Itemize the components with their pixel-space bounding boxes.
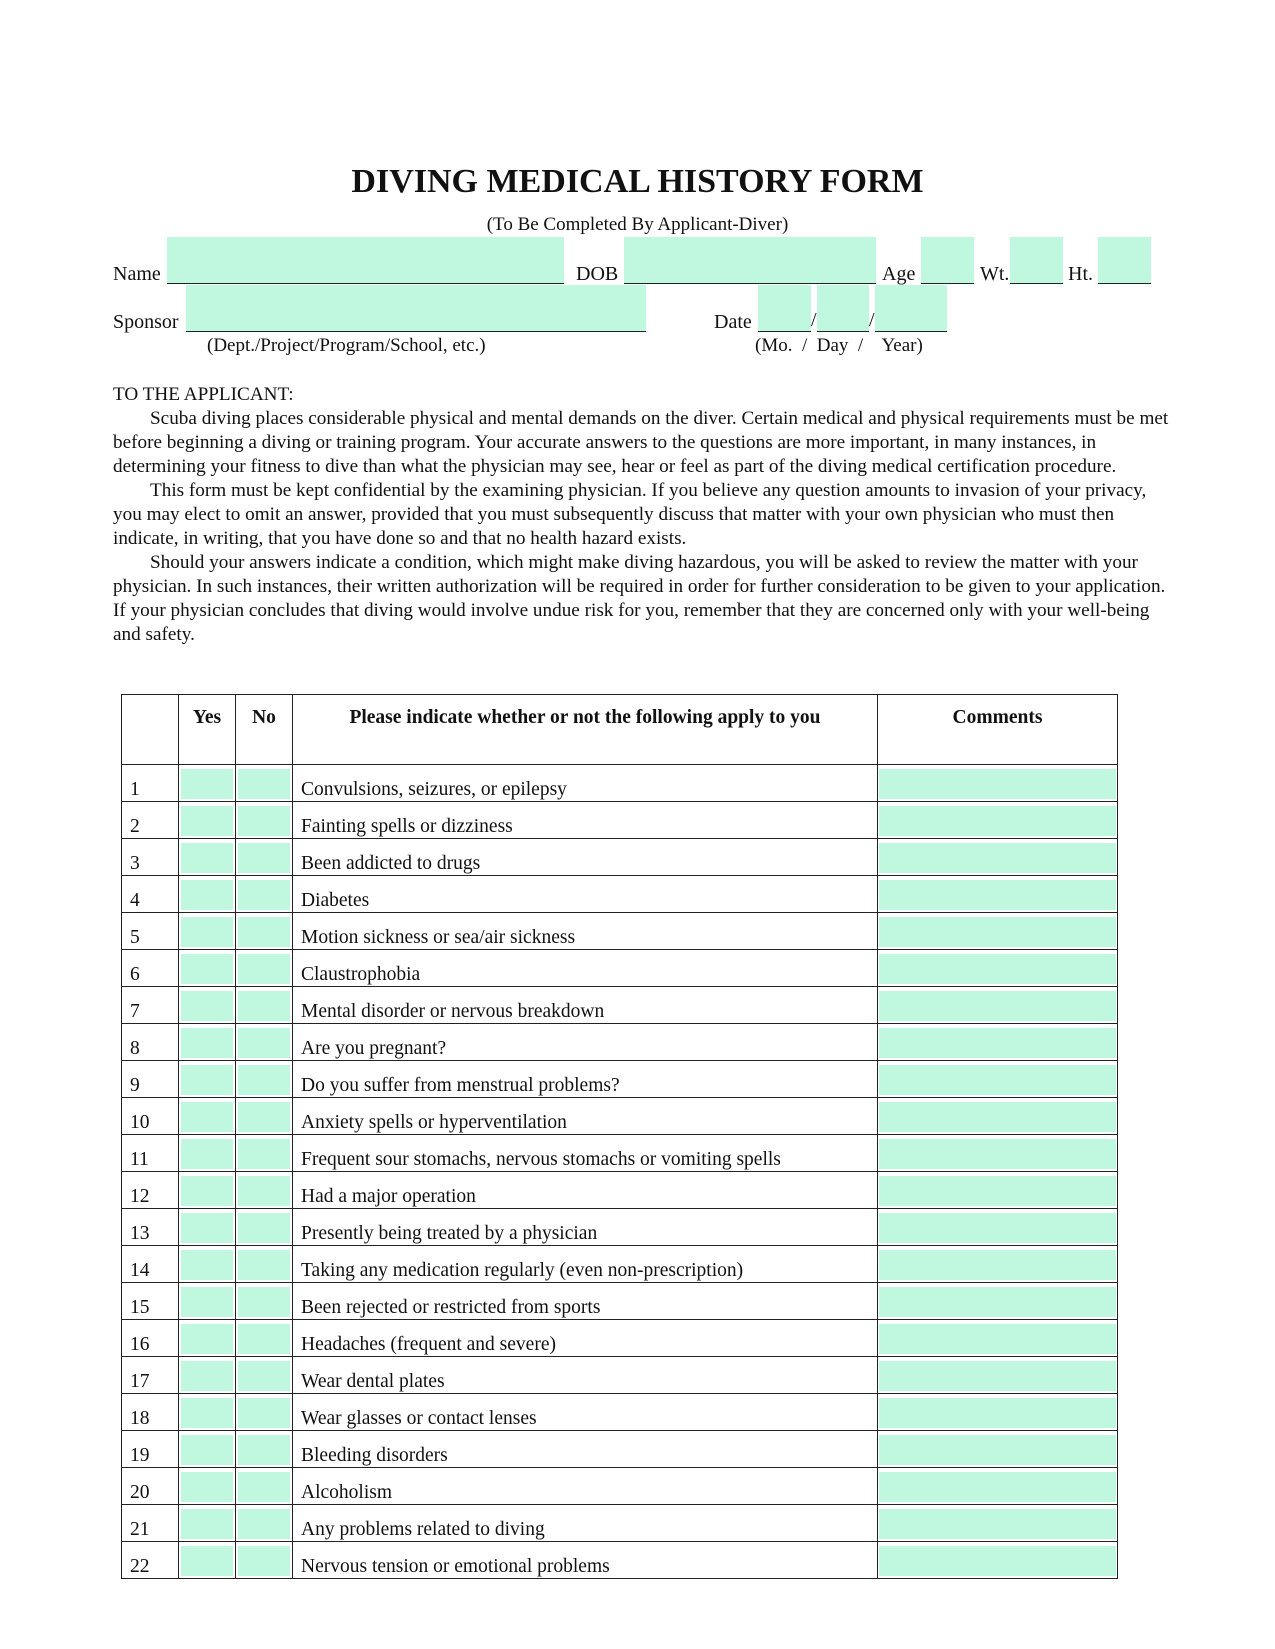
question-text: Wear dental plates: [293, 1357, 878, 1394]
ht-label: Ht.: [1068, 263, 1093, 285]
sponsor-label: Sponsor: [113, 311, 179, 333]
question-text: Convulsions, seizures, or epilepsy: [293, 765, 878, 802]
no-checkbox[interactable]: [238, 917, 290, 947]
yes-checkbox[interactable]: [181, 991, 233, 1021]
row-number: 11: [122, 1135, 179, 1172]
question-text: Motion sickness or sea/air sickness: [293, 913, 878, 950]
no-cell: [236, 1098, 293, 1135]
comments-cell: [878, 1394, 1118, 1431]
yes-cell: [179, 1209, 236, 1246]
age-underline: [921, 283, 974, 284]
date-day-underline: [817, 331, 869, 332]
yes-checkbox[interactable]: [181, 1102, 233, 1132]
yes-checkbox[interactable]: [181, 1028, 233, 1058]
yes-cell: [179, 1098, 236, 1135]
comments-field[interactable]: [879, 1028, 1116, 1058]
question-text: Had a major operation: [293, 1172, 878, 1209]
question-text: Bleeding disorders: [293, 1431, 878, 1468]
yes-checkbox[interactable]: [181, 1361, 233, 1391]
yes-cell: [179, 1135, 236, 1172]
row-number: 19: [122, 1431, 179, 1468]
age-label: Age: [882, 263, 916, 285]
age-field[interactable]: [921, 237, 974, 283]
instructions-paragraph: This form must be kept confidential by the examining physician. If you believe any question amounts to invasion of your privacy, you may elect to omit an answer, provided that you must subsequently discuss that matter with your own physician who must then indicate, in writing, that you have done so and that no health hazard exists.: [113, 480, 1147, 549]
name-label: Name: [113, 263, 161, 285]
yes-checkbox[interactable]: [181, 1250, 233, 1280]
row-number: 14: [122, 1246, 179, 1283]
table-row: [122, 1024, 1118, 1061]
no-cell: [236, 839, 293, 876]
table-body: [122, 765, 1118, 1579]
yes-checkbox[interactable]: [181, 1398, 233, 1428]
question-text: Any problems related to diving: [293, 1505, 878, 1542]
date-hint: (Mo. / Day / Year): [755, 335, 923, 356]
question-text: Presently being treated by a physician: [293, 1209, 878, 1246]
comments-field[interactable]: [879, 1546, 1116, 1576]
date-year-field[interactable]: [875, 285, 947, 331]
yes-checkbox[interactable]: [181, 1509, 233, 1539]
comments-field[interactable]: [879, 1435, 1116, 1465]
no-cell: [236, 1542, 293, 1579]
comments-field[interactable]: [879, 1250, 1116, 1280]
question-text: Taking any medication regularly (even non-prescription): [293, 1246, 878, 1283]
comments-field[interactable]: [879, 991, 1116, 1021]
instructions-paragraph: Should your answers indicate a condition, which might make diving hazardous, you will be asked to review the matter with your physician. In such instances, their written authorization will be required in order for further consideration to be given to your application. If your physician concludes that diving would involve undue risk for you, remember that they are concerned only with your well-being and safety.: [113, 552, 1166, 645]
table-row: [122, 1468, 1118, 1505]
no-checkbox[interactable]: [238, 1176, 290, 1206]
sponsor-hint: (Dept./Project/Program/School, etc.): [207, 335, 486, 356]
question-text: Diabetes: [293, 876, 878, 913]
no-checkbox[interactable]: [238, 1546, 290, 1576]
no-cell: [236, 1061, 293, 1098]
yes-cell: [179, 1283, 236, 1320]
date-separator: /: [811, 309, 817, 331]
name-underline: [167, 283, 564, 284]
row-number: 9: [122, 1061, 179, 1098]
question-text: Anxiety spells or hyperventilation: [293, 1098, 878, 1135]
wt-field[interactable]: [1010, 237, 1063, 283]
table-row: [122, 1431, 1118, 1468]
yes-cell: [179, 1505, 236, 1542]
no-cell: [236, 1320, 293, 1357]
page-title: DIVING MEDICAL HISTORY FORM: [351, 163, 924, 200]
row-number: 6: [122, 950, 179, 987]
table-row: [122, 876, 1118, 913]
comments-field[interactable]: [879, 1324, 1116, 1354]
no-checkbox[interactable]: [238, 843, 290, 873]
no-checkbox[interactable]: [238, 1213, 290, 1243]
yes-checkbox[interactable]: [181, 769, 233, 799]
question-text: Claustrophobia: [293, 950, 878, 987]
comments-cell: [878, 1357, 1118, 1394]
comments-field[interactable]: [879, 1398, 1116, 1428]
row-number: 12: [122, 1172, 179, 1209]
table-row: [122, 802, 1118, 839]
row-number: 10: [122, 1098, 179, 1135]
yes-checkbox[interactable]: [181, 1472, 233, 1502]
table-row: [122, 1209, 1118, 1246]
comments-cell: [878, 1024, 1118, 1061]
comments-cell: [878, 1246, 1118, 1283]
comments-cell: [878, 802, 1118, 839]
comments-cell: [878, 1172, 1118, 1209]
no-checkbox[interactable]: [238, 769, 290, 799]
wt-label: Wt.: [980, 263, 1010, 285]
table-row: [122, 1357, 1118, 1394]
yes-checkbox[interactable]: [181, 880, 233, 910]
yes-cell: [179, 1542, 236, 1579]
yes-cell: [179, 1172, 236, 1209]
yes-checkbox[interactable]: [181, 1287, 233, 1317]
no-checkbox[interactable]: [238, 806, 290, 836]
yes-checkbox[interactable]: [181, 1139, 233, 1169]
page-subtitle: (To Be Completed By Applicant-Diver): [486, 214, 789, 235]
table-row: [122, 913, 1118, 950]
name-field[interactable]: [167, 237, 564, 283]
no-header: No: [236, 695, 293, 765]
question-text: Headaches (frequent and severe): [293, 1320, 878, 1357]
comments-field[interactable]: [879, 880, 1116, 910]
question-text: Mental disorder or nervous breakdown: [293, 987, 878, 1024]
yes-cell: [179, 987, 236, 1024]
no-checkbox[interactable]: [238, 1361, 290, 1391]
yes-checkbox[interactable]: [181, 1213, 233, 1243]
row-number: 8: [122, 1024, 179, 1061]
comments-cell: [878, 1061, 1118, 1098]
yes-checkbox[interactable]: [181, 1435, 233, 1465]
no-cell: [236, 1468, 293, 1505]
no-checkbox[interactable]: [238, 1472, 290, 1502]
yes-cell: [179, 802, 236, 839]
ht-field[interactable]: [1098, 237, 1151, 283]
no-cell: [236, 1135, 293, 1172]
no-checkbox[interactable]: [238, 1102, 290, 1132]
yes-checkbox[interactable]: [181, 1546, 233, 1576]
comments-cell: [878, 1283, 1118, 1320]
comments-field[interactable]: [879, 1139, 1116, 1169]
yes-cell: [179, 1024, 236, 1061]
no-cell: [236, 802, 293, 839]
row-number: 21: [122, 1505, 179, 1542]
comments-field[interactable]: [879, 1176, 1116, 1206]
comments-field[interactable]: [879, 843, 1116, 873]
comments-field[interactable]: [879, 1213, 1116, 1243]
yes-cell: [179, 1246, 236, 1283]
no-cell: [236, 765, 293, 802]
comments-cell: [878, 1209, 1118, 1246]
comments-field[interactable]: [879, 1361, 1116, 1391]
table-header-row: [122, 695, 1118, 765]
comments-cell: [878, 1505, 1118, 1542]
question-text: Do you suffer from menstrual problems?: [293, 1061, 878, 1098]
yes-checkbox[interactable]: [181, 1324, 233, 1354]
medical-history-table: [121, 694, 1118, 1579]
row-number: 3: [122, 839, 179, 876]
no-checkbox[interactable]: [238, 1435, 290, 1465]
no-checkbox[interactable]: [238, 1250, 290, 1280]
instructions-paragraph: Scuba diving places considerable physical and mental demands on the diver. Certain medical and physical requirements must be met before beginning a diving or training program. Your accurate answers to the questions are more important, in many instances, in determining your fitness to dive than what the physician may see, hear or feel as part of the diving medical certification procedure.: [113, 408, 1169, 477]
row-number: 13: [122, 1209, 179, 1246]
yes-cell: [179, 1468, 236, 1505]
table-row: [122, 1135, 1118, 1172]
comments-cell: [878, 913, 1118, 950]
comments-field[interactable]: [879, 1509, 1116, 1539]
table-row: [122, 1394, 1118, 1431]
no-cell: [236, 1283, 293, 1320]
sponsor-underline: [186, 331, 646, 332]
no-cell: [236, 1209, 293, 1246]
table-row: [122, 1505, 1118, 1542]
no-checkbox[interactable]: [238, 1028, 290, 1058]
comments-cell: [878, 950, 1118, 987]
comments-field[interactable]: [879, 1472, 1116, 1502]
yes-cell: [179, 950, 236, 987]
row-number: 1: [122, 765, 179, 802]
row-number: 20: [122, 1468, 179, 1505]
row-number: 7: [122, 987, 179, 1024]
sponsor-field[interactable]: [186, 285, 646, 331]
question-text: Fainting spells or dizziness: [293, 802, 878, 839]
yes-cell: [179, 1431, 236, 1468]
yes-cell: [179, 1320, 236, 1357]
comments-cell: [878, 1320, 1118, 1357]
no-checkbox[interactable]: [238, 1509, 290, 1539]
dob-field[interactable]: [624, 237, 876, 283]
wt-underline: [1010, 283, 1063, 284]
comments-cell: [878, 1468, 1118, 1505]
no-checkbox[interactable]: [238, 880, 290, 910]
yes-cell: [179, 839, 236, 876]
date-separator: /: [869, 309, 875, 331]
yes-cell: [179, 876, 236, 913]
question-header: Please indicate whether or not the following apply to you: [293, 695, 878, 765]
comments-cell: [878, 876, 1118, 913]
instructions-heading: TO THE APPLICANT:: [113, 384, 294, 405]
comments-cell: [878, 1431, 1118, 1468]
date-month-underline: [758, 331, 811, 332]
yes-checkbox[interactable]: [181, 1176, 233, 1206]
row-number: 16: [122, 1320, 179, 1357]
comments-field[interactable]: [879, 806, 1116, 836]
row-number: 17: [122, 1357, 179, 1394]
no-cell: [236, 987, 293, 1024]
date-label: Date: [714, 311, 752, 333]
question-text: Wear glasses or contact lenses: [293, 1394, 878, 1431]
question-text: Been rejected or restricted from sports: [293, 1283, 878, 1320]
table-row: [122, 1246, 1118, 1283]
row-number: 2: [122, 802, 179, 839]
question-text: Frequent sour stomachs, nervous stomachs or vomiting spells: [293, 1135, 878, 1172]
yes-checkbox[interactable]: [181, 917, 233, 947]
table-row: [122, 1061, 1118, 1098]
question-text: Been addicted to drugs: [293, 839, 878, 876]
table-row: [122, 1172, 1118, 1209]
no-cell: [236, 1024, 293, 1061]
comments-field[interactable]: [879, 1287, 1116, 1317]
table-row: [122, 1283, 1118, 1320]
row-number: 18: [122, 1394, 179, 1431]
date-month-field[interactable]: [758, 285, 811, 331]
no-cell: [236, 950, 293, 987]
comments-cell: [878, 765, 1118, 802]
row-number: 22: [122, 1542, 179, 1579]
no-checkbox[interactable]: [238, 1065, 290, 1095]
table-row: [122, 950, 1118, 987]
comments-cell: [878, 1098, 1118, 1135]
comments-field[interactable]: [879, 917, 1116, 947]
table-row: [122, 1098, 1118, 1135]
comments-cell: [878, 1542, 1118, 1579]
comments-cell: [878, 987, 1118, 1024]
date-year-underline: [875, 331, 947, 332]
no-checkbox[interactable]: [238, 954, 290, 984]
applicant-instructions: [113, 383, 1173, 647]
comments-field[interactable]: [879, 1065, 1116, 1095]
row-number: 4: [122, 876, 179, 913]
no-cell: [236, 1431, 293, 1468]
comments-field[interactable]: [879, 1102, 1116, 1132]
comments-header: Comments: [878, 695, 1118, 765]
comments-field[interactable]: [879, 954, 1116, 984]
dob-underline: [624, 283, 876, 284]
no-checkbox[interactable]: [238, 1324, 290, 1354]
no-checkbox[interactable]: [238, 1287, 290, 1317]
question-text: Nervous tension or emotional problems: [293, 1542, 878, 1579]
yes-cell: [179, 765, 236, 802]
yes-checkbox[interactable]: [181, 843, 233, 873]
yes-cell: [179, 1394, 236, 1431]
date-day-field[interactable]: [817, 285, 869, 331]
no-cell: [236, 1172, 293, 1209]
dob-label: DOB: [576, 263, 619, 285]
yes-checkbox[interactable]: [181, 1065, 233, 1095]
no-cell: [236, 1394, 293, 1431]
table-row: [122, 765, 1118, 802]
row-number: 15: [122, 1283, 179, 1320]
yes-header: Yes: [179, 695, 236, 765]
yes-cell: [179, 1357, 236, 1394]
table-row: [122, 839, 1118, 876]
no-cell: [236, 1357, 293, 1394]
no-cell: [236, 1246, 293, 1283]
no-checkbox[interactable]: [238, 1398, 290, 1428]
comments-cell: [878, 1135, 1118, 1172]
yes-cell: [179, 913, 236, 950]
ht-underline: [1098, 283, 1151, 284]
no-cell: [236, 913, 293, 950]
table-row: [122, 987, 1118, 1024]
question-text: Alcoholism: [293, 1468, 878, 1505]
comments-cell: [878, 839, 1118, 876]
row-number: 5: [122, 913, 179, 950]
table-row: [122, 1320, 1118, 1357]
number-header: [122, 695, 179, 765]
yes-checkbox[interactable]: [181, 954, 233, 984]
no-checkbox[interactable]: [238, 991, 290, 1021]
no-cell: [236, 1505, 293, 1542]
yes-cell: [179, 1061, 236, 1098]
no-cell: [236, 876, 293, 913]
question-text: Are you pregnant?: [293, 1024, 878, 1061]
no-checkbox[interactable]: [238, 1139, 290, 1169]
yes-checkbox[interactable]: [181, 806, 233, 836]
table-row: [122, 1542, 1118, 1579]
comments-field[interactable]: [879, 769, 1116, 799]
